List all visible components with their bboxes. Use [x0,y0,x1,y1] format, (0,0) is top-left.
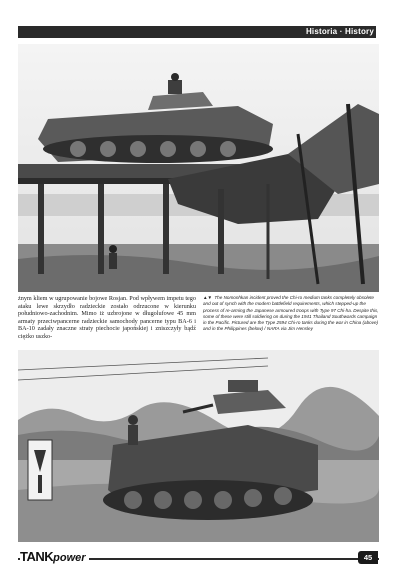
page-number: 45 [358,551,378,564]
caption-arrows-icon: ▲▼ [203,295,213,300]
caption-text: The Nomonhkan incident proved the Chi-ro medium tanks completely obsolete and out of synch with the modern battlefield requirements, which stepped-up the process of re-arming the Japanese armoured troops with Type 97 Chi-ha. Despite this, some of these were still soldiering on during the 1941 Thailand Southwards campaign in the Pacific. Pictured are the Type 2594 Chi-ro tanks during the war in China (above) and in the Philippines (below) / NARA via Jim Hensley [203,295,379,332]
bottom-photo [18,350,379,542]
logo-tank: TANK [20,549,54,564]
section-label: Historia · History [305,27,374,36]
body-text: żnym kliem w ugrupowanie bojowe Rosjan. Pod wpływem impetu tego ataku lewe skrzydło radzieckie zostało odrzucone w kierunku południowo-zachodnim. Mimo iż uzbrojone w długolufowe 45 mm armaty przeciwpancerne radzieckie samochody pancerne typu BA-6 i BA-10 zadały znaczne straty piechocie japońskiej i zniszczyły bądź ciężko uszko- [18,295,196,340]
logo-power: power [53,552,86,564]
photo-caption [203,295,379,333]
top-photo [18,44,379,292]
magazine-logo [20,548,89,566]
